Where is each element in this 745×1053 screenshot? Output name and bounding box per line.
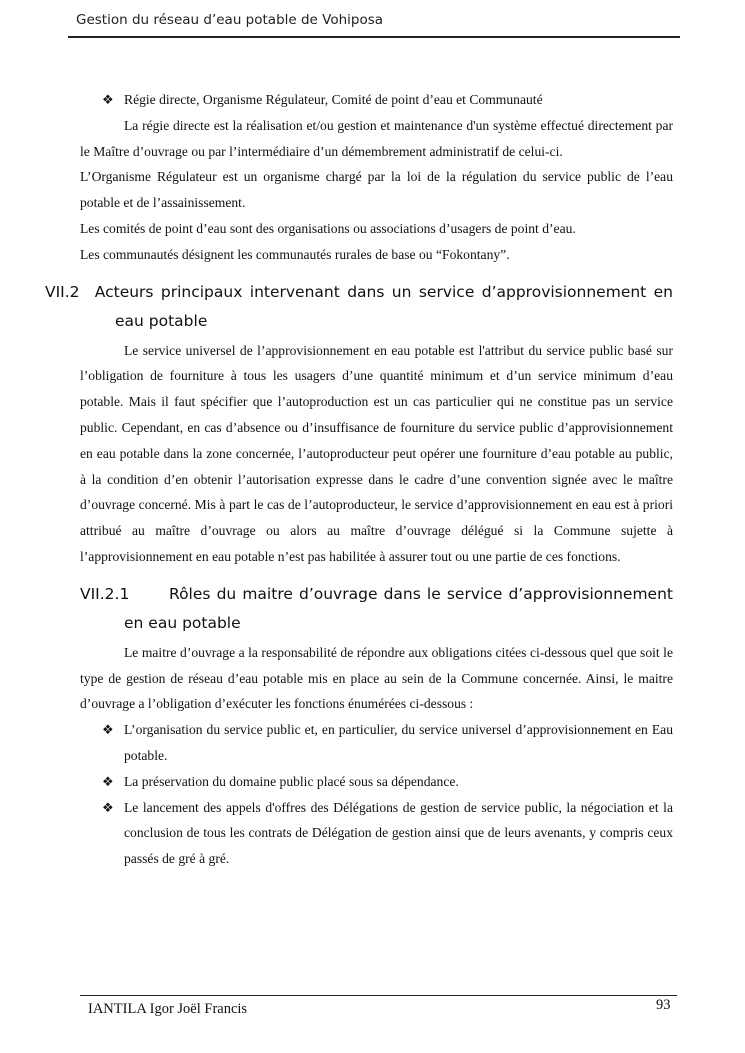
footer-author: IANTILA Igor Joël Francis bbox=[88, 1001, 248, 1017]
intro-bullet-text: Régie directe, Organisme Régulateur, Comité de point d’eau et Communauté bbox=[124, 92, 543, 107]
list-item bbox=[80, 795, 673, 872]
intro-bullet bbox=[80, 87, 673, 113]
footer-rule bbox=[80, 995, 677, 996]
paragraph-regie-directe: La régie directe est la réalisation et/ou gestion et maintenance d'un système effectué directement par le Maître d’ouvrage ou par l’intermédiaire d’un démembrement administratif de celui-ci. bbox=[80, 117, 673, 159]
page-content bbox=[45, 87, 673, 872]
list-item-text: Le lancement des appels d'offres des Délégations de gestion de service public, la négociation et la conclusion de tous les contrats de Délégation de gestion ainsi que de leurs avenants, y compris ceux passés de gré à gré. bbox=[124, 799, 673, 867]
section-title-vii21: Rôles du maitre d’ouvrage dans le service d’approvisionnement en eau potable bbox=[124, 584, 673, 632]
running-header: Gestion du réseau d’eau potable de Vohiposa bbox=[76, 12, 384, 28]
list-item bbox=[80, 769, 673, 795]
paragraph-communautes: Les communautés désignent les communautés rurales de base ou “Fokontany”. bbox=[80, 246, 510, 262]
section-heading-vii2: VII.2 Acteurs principaux intervenant dans un service d’approvisionnement en eau potable bbox=[45, 282, 673, 330]
list-item-text: L’organisation du service public et, en particulier, du service universel d’approvisionnement en Eau potable. bbox=[124, 722, 673, 763]
paragraph-organisme-regulateur: L’Organisme Régulateur est un organisme chargé par la loi de la régulation du service public de l’eau potable et de l’assainissement. bbox=[80, 169, 673, 211]
paragraph-comites: Les comités de point d’eau sont des organisations ou associations d’usagers de point d’eau. bbox=[80, 220, 576, 236]
diamond-bullet-icon: ❖ bbox=[102, 773, 114, 789]
list-item bbox=[80, 717, 673, 769]
diamond-bullet-icon: ❖ bbox=[102, 722, 114, 738]
paragraph-maitre-ouvrage: Le maitre d’ouvrage a la responsabilité de répondre aux obligations citées ci-dessous quel que soit le type de gestion de réseau d’eau potable mis en place au sein de la Commune concernée. Ainsi, le maitre d’ouvrage a l’obligation d’exécuter les fonctions énumérées ci-dessous : bbox=[80, 644, 673, 712]
list-item-text: La préservation du domaine public placé sous sa dépendance. bbox=[124, 773, 459, 789]
paragraph-service-universel: Le service universel de l’approvisionnement en eau potable est l'attribut du service public basé sur l’obligation de fourniture à tous les usagers d’une quantité minimum et d’un service minimum d’eau potable. Mais il faut spécifier que l’autoproduction est un cas particulier qui ne constitue pas un service public. Cependant, en cas d’absence ou d’insuffisance de fourniture du service public d’approvisionnement en eau potable dans la zone concernée, l’autoproducteur peut opérer une fourniture d’eau potable au public, à la condition d’en obtenir l’autorisation expresse dans le cadre d’une convention signée avec le maître d’ouvrage concerné. Mis à part le cas de l’autoproducteur, le service d’approvisionnement en eau est à priori attribué au maître d’ouvrage ou alors au maître d’ouvrage délégué si la Commune sujette à l’approvisionnement en eau potable n’est pas habilitée à assurer tout ou une partie de ces fonctions. bbox=[80, 342, 673, 564]
diamond-bullet-icon: ❖ bbox=[102, 92, 114, 107]
diamond-bullet-icon: ❖ bbox=[102, 799, 114, 815]
section-number-vii21: VII.2.1 bbox=[80, 584, 130, 603]
section-title-vii2: Acteurs principaux intervenant dans un service d’approvisionnement en eau potable bbox=[94, 282, 673, 330]
header-rule bbox=[68, 36, 680, 38]
page-number: 93 bbox=[656, 997, 671, 1013]
section-heading-vii21 bbox=[80, 580, 673, 638]
